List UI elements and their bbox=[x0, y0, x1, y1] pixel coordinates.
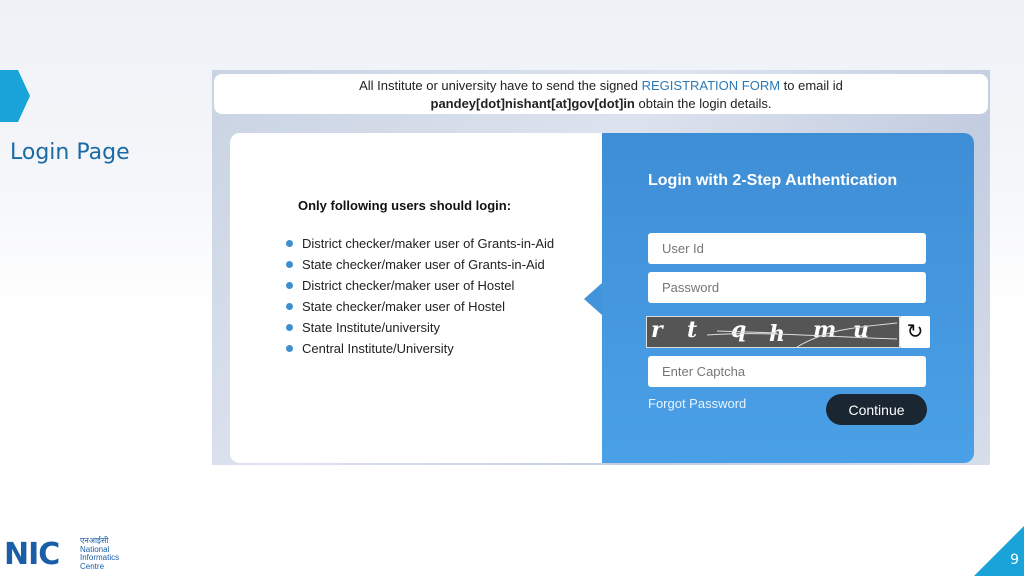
notice-text: to email id bbox=[780, 78, 843, 93]
captcha-noise-lines bbox=[647, 317, 901, 349]
notice-line-2 bbox=[214, 95, 988, 113]
captcha-char: m bbox=[813, 317, 837, 343]
notice-line-1 bbox=[214, 77, 988, 95]
slide-chevron-decoration bbox=[0, 70, 30, 122]
notice-text: obtain the login details. bbox=[634, 96, 772, 111]
login-screenshot bbox=[212, 70, 990, 465]
login-heading: Login with 2-Step Authentication bbox=[648, 172, 898, 189]
login-form-panel bbox=[602, 133, 974, 463]
captcha-char: t bbox=[687, 317, 698, 343]
captcha-char: r bbox=[651, 317, 663, 343]
captcha-input[interactable] bbox=[648, 356, 926, 387]
registration-form-link[interactable]: REGISTRATION FORM bbox=[641, 78, 781, 93]
info-heading: Only following users should login: bbox=[298, 198, 512, 213]
contact-email: pandey[dot]nishant[at]gov[dot]in bbox=[430, 96, 635, 111]
list-item: District checker/maker user of Grants-in-Aid bbox=[286, 234, 576, 253]
logo-text bbox=[80, 537, 119, 571]
panel-pointer-decoration bbox=[584, 283, 602, 315]
captcha-char: h bbox=[769, 321, 785, 347]
page-title: Login Page bbox=[10, 140, 130, 165]
corner-decoration bbox=[974, 526, 1024, 576]
notice-text: All Institute or university have to send the signed bbox=[359, 78, 642, 93]
password-input[interactable] bbox=[648, 272, 926, 303]
captcha-char: u bbox=[853, 317, 869, 343]
logo-line: National bbox=[80, 544, 110, 554]
user-id-input[interactable] bbox=[648, 233, 926, 264]
list-item: State checker/maker user of Hostel bbox=[286, 297, 576, 316]
captcha-char: q bbox=[731, 317, 747, 343]
list-item: State checker/maker user of Grants-in-Aid bbox=[286, 255, 576, 274]
logo-line: Informatics bbox=[80, 553, 120, 562]
continue-button[interactable]: Continue bbox=[826, 394, 927, 425]
logo-line: Centre bbox=[80, 561, 105, 571]
captcha-image bbox=[646, 316, 900, 348]
list-item: District checker/maker user of Hostel bbox=[286, 276, 576, 295]
registration-notice bbox=[214, 74, 988, 114]
logo-mark: NIC bbox=[4, 537, 60, 572]
info-panel bbox=[230, 133, 602, 463]
page-number: 9 bbox=[1010, 552, 1019, 568]
login-card bbox=[230, 133, 974, 463]
list-item: Central Institute/University bbox=[286, 339, 576, 358]
forgot-password-link[interactable]: Forgot Password bbox=[648, 396, 747, 411]
refresh-captcha-button[interactable] bbox=[900, 316, 930, 348]
list-item: State Institute/university bbox=[286, 318, 576, 337]
logo-hindi: एनआईसी bbox=[80, 536, 109, 545]
allowed-users-list bbox=[286, 234, 576, 360]
refresh-icon: ↻ bbox=[906, 321, 924, 343]
